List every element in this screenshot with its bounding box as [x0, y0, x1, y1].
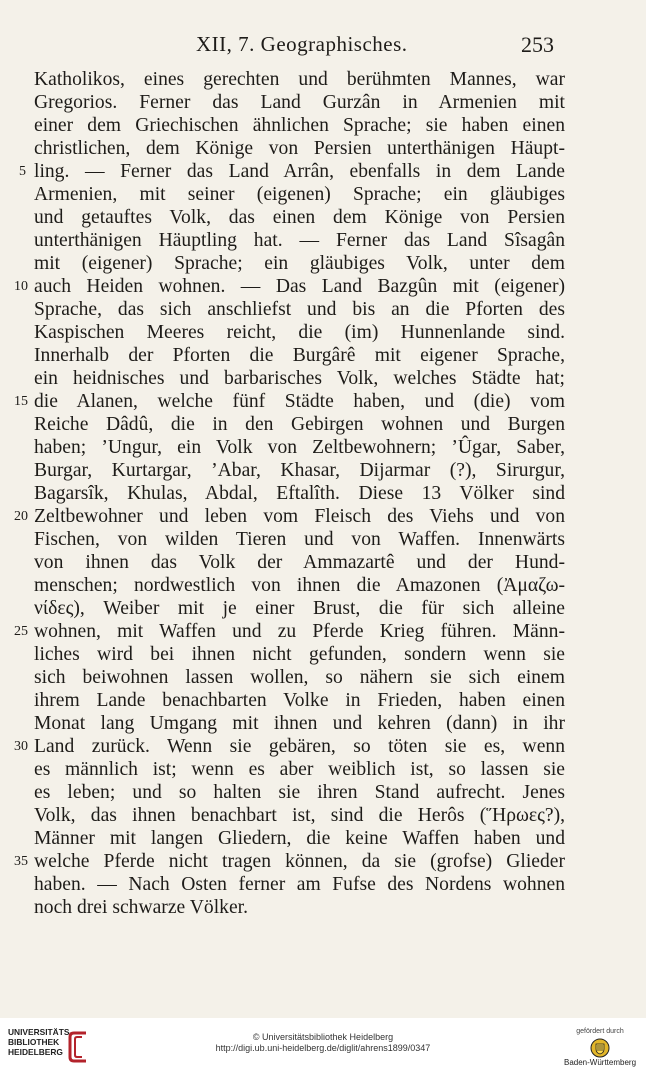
- text-line: haben; ’Ungur, ein Volk von Zeltbewohnern; ’Ûgar, Saber,: [34, 437, 565, 458]
- line-number: 30: [14, 739, 28, 754]
- text-line: Gregorios. Ferner das Land Gurzân in Armenien mit: [34, 92, 565, 113]
- text-line: Sprache, das sich anschliefst und bis an die Pforten des: [34, 299, 565, 320]
- page-header: [0, 32, 646, 62]
- text-line: welche Pferde nicht tragen können, da sie (grofse) Glieder: [34, 851, 565, 872]
- text-line: νίδες), Weiber mit je einer Brust, die für sich alleine: [34, 598, 565, 619]
- text-line: ein heidnisches und barbarisches Volk, welches Städte hat;: [34, 368, 565, 389]
- line-number: 5: [19, 164, 26, 179]
- text-line: ihrem Lande benachbarten Volke in Frieden, haben einen: [34, 690, 565, 711]
- text-line: menschen; nordwestlich von ihnen die Amazonen (Ἀμαζω-: [34, 575, 565, 596]
- text-line: Monat lang Umgang mit ihnen und kehren (dann) in ihr: [34, 713, 565, 734]
- text-line: mit (eigener) Sprache; ein gläubiges Volk, unter dem: [34, 253, 565, 274]
- text-line: Männer mit langen Gliedern, die keine Waffen haben und: [34, 828, 565, 849]
- text-line: Armenien, mit seiner (eigenen) Sprache; ein gläubiges: [34, 184, 565, 205]
- line-number: 25: [14, 624, 28, 639]
- library-logo-line-2: BIBLIOTHEK: [8, 1037, 60, 1047]
- text-line: Volk, das ihnen benachbart ist, sind die Herôs (Ἥρωες?),: [34, 805, 565, 826]
- line-number: 10: [14, 279, 28, 294]
- text-line: Burgar, Kurtargar, ’Abar, Khasar, Dijarmar (?), Sirurgur,: [34, 460, 565, 481]
- text-line: haben. — Nach Osten ferner am Fufse des Nordens wohnen: [34, 874, 565, 895]
- line-number: 15: [14, 394, 28, 409]
- text-line: die Alanen, welche fünf Städte haben, und (die) vom: [34, 391, 565, 412]
- source-url-link[interactable]: http://digi.ub.uni-heidelberg.de/diglit/ahrens1899/0347: [215, 1043, 431, 1053]
- line-number: 20: [14, 509, 28, 524]
- library-logo-line-1: UNIVERSITÄTS-: [8, 1027, 73, 1037]
- text-line: wohnen, mit Waffen und zu Pferde Krieg führen. Männ-: [34, 621, 565, 642]
- text-line: Zeltbewohner und leben vom Fleisch des Viehs und von: [34, 506, 565, 527]
- text-line: einer dem Griechischen ähnlichen Sprache; sie haben einen: [34, 115, 565, 136]
- sponsor-name: Baden-Württemberg: [563, 1058, 637, 1067]
- text-line: auch Heiden wohnen. — Das Land Bazgûn mit (eigener): [34, 276, 565, 297]
- running-title: XII, 7. Geographisches.: [196, 32, 408, 56]
- text-line: Katholikos, eines gerechten und berühmten Mannes, war: [34, 69, 565, 90]
- text-line: Kaspischen Meeres reicht, die (im) Hunnenlande sind.: [34, 322, 565, 343]
- text-line: sich beiwohnen lassen wollen, so nähern sie sich einem: [34, 667, 565, 688]
- text-line: christlichen, dem Könige von Persien unterthänigen Häupt-: [34, 138, 565, 159]
- copyright-text: © Universitätsbibliothek Heidelberg: [252, 1032, 394, 1042]
- text-line: es leben; und so halten sie ihren Stand aufrecht. Jenes: [34, 782, 565, 803]
- page-number: 253: [521, 32, 554, 57]
- text-line: unterthänigen Häuptling hat. — Ferner das Land Sîsagân: [34, 230, 565, 251]
- text-line: Innerhalb der Pforten die Burgârê mit eigener Sprache,: [34, 345, 565, 366]
- line-number: 35: [14, 854, 28, 869]
- sponsor-logo[interactable]: [560, 1027, 640, 1069]
- text-line: Fischen, von wilden Tieren und von Waffen. Innenwärts: [34, 529, 565, 550]
- text-line: liches wird bei ihnen nicht gefunden, sondern wenn sie: [34, 644, 565, 665]
- sponsor-label: gefördert durch: [576, 1028, 624, 1035]
- text-line: es männlich ist; wenn es aber weiblich ist, so lassen sie: [34, 759, 565, 780]
- text-line: Bagarsîk, Khulas, Abdal, Eftalîth. Diese 13 Völker sind: [34, 483, 565, 504]
- text-line: Land zurück. Wenn sie gebären, so töten sie es, wenn: [34, 736, 565, 757]
- copyright-block: [0, 1032, 646, 1054]
- text-line: ling. — Ferner das Land Arrân, ebenfalls in dem Lande: [34, 161, 565, 182]
- text-line: von ihnen das Volk der Ammazartê und der Hund-: [34, 552, 565, 573]
- footer: [0, 1018, 646, 1071]
- state-seal-icon: [590, 1038, 610, 1058]
- text-line: und getauftes Volk, das einen dem Könige von Persien: [34, 207, 565, 228]
- library-logo-line-3: HEIDELBERG: [8, 1047, 63, 1057]
- text-line: Reiche Dâdû, die in den Gebirgen wohnen und Burgen: [34, 414, 565, 435]
- text-line: noch drei schwarze Völker.: [34, 897, 249, 918]
